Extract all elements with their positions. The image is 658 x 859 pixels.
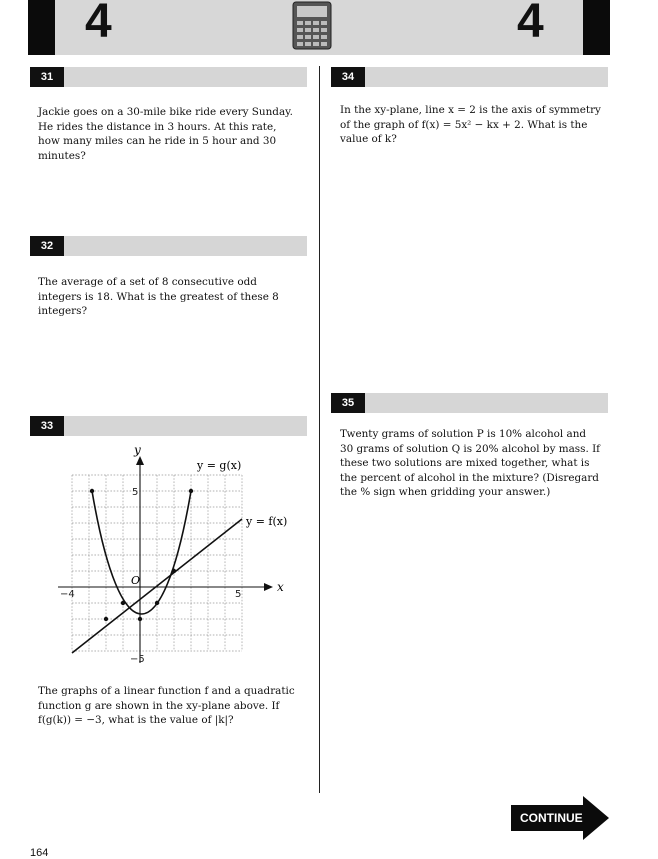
- point-g-vertex: [138, 617, 142, 621]
- y-axis-label: y: [134, 443, 141, 457]
- question-34-number: 34: [331, 67, 365, 87]
- point-f-1: [104, 617, 108, 621]
- question-33-bar: [30, 416, 307, 436]
- label-f: y = f(x): [246, 515, 288, 528]
- question-33-number: 33: [30, 416, 64, 436]
- tick-y-5: 5: [132, 487, 139, 498]
- continue-label[interactable]: CONTINUE: [520, 811, 583, 825]
- question-33-text: The graphs of a linear function f and a quadratic function g are shown in the xy-plane above. If f(g(k)) = −3, what is the value of |k|?: [38, 685, 295, 727]
- question-35-text: Twenty grams of solution P is 10% alcohol and 30 grams of solution Q is 20% alcohol by mass. If these two solutions are mixed together, what is the percent of alcohol in the mixture? (Disregard the % sign when gridding your answer.): [340, 428, 601, 499]
- function-graph: [52, 443, 306, 669]
- question-34-bar: [331, 67, 608, 87]
- question-35-bar: [331, 393, 608, 413]
- header-block-left: [28, 0, 55, 55]
- y-axis-arrow: [136, 456, 144, 465]
- question-34-text: In the xy-plane, line x = 2 is the axis of symmetry of the graph of f(x) = 5x² − kx + 2. What is the value of k?: [340, 104, 601, 146]
- point-g-left: [90, 489, 94, 493]
- page-number: 164: [30, 847, 49, 859]
- tick-x-neg-4: −4: [60, 589, 75, 600]
- tick-y-neg-5: −5: [130, 654, 145, 665]
- label-g: y = g(x): [197, 459, 242, 472]
- question-31-bar: [30, 67, 307, 87]
- point-g-2: [155, 601, 159, 605]
- question-31-text: Jackie goes on a 30-mile bike ride every Sunday. He rides the distance in 3 hours. At this rate, how many miles can he ride in 5 hour and 30 minutes?: [38, 106, 293, 162]
- point-g-right: [189, 489, 193, 493]
- calculator-icon: [292, 0, 332, 50]
- question-32-number: 32: [30, 236, 64, 256]
- question-35-number: 35: [331, 393, 365, 413]
- question-32-bar: [30, 236, 307, 256]
- x-axis-label: x: [277, 580, 284, 594]
- question-32-text: The average of a set of 8 consecutive odd integers is 18. What is the greatest of these 8 integers?: [38, 276, 279, 318]
- column-divider: [319, 66, 320, 793]
- graph-grid: [72, 475, 242, 651]
- header-block-right: [583, 0, 610, 55]
- section-number-right: 4: [517, 0, 544, 48]
- question-31-number: 31: [30, 67, 64, 87]
- point-g-1: [121, 601, 125, 605]
- origin-label: O: [131, 574, 141, 587]
- parabola-g: [92, 491, 191, 614]
- point-f-2: [172, 569, 176, 573]
- tick-x-5: 5: [235, 589, 242, 600]
- x-axis-arrow: [264, 583, 273, 591]
- section-number-left: 4: [85, 0, 112, 48]
